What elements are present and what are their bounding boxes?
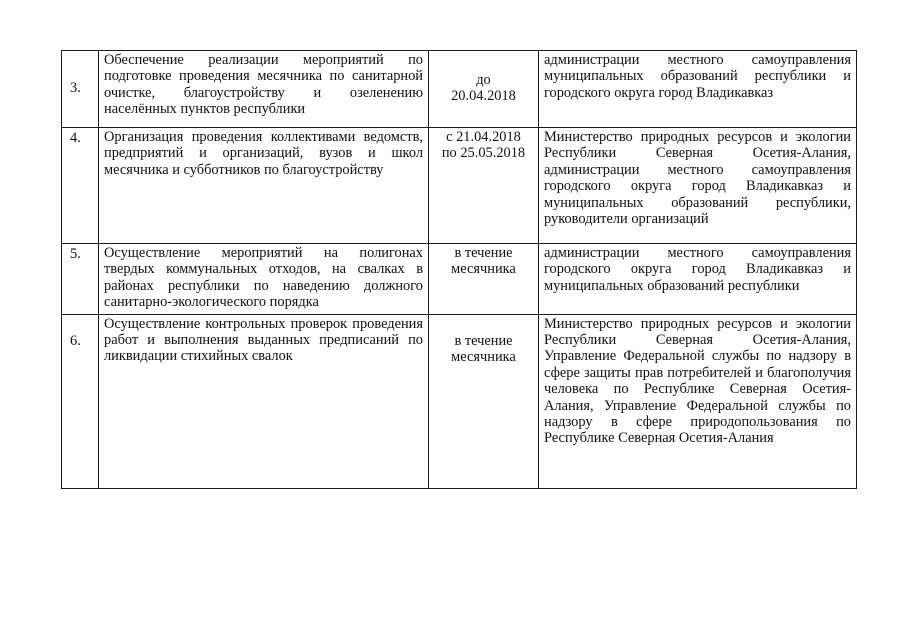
table-row xyxy=(62,51,857,128)
date-line: с 21.04.2018 xyxy=(446,129,521,145)
row-number: 6. xyxy=(62,314,99,488)
event-date xyxy=(429,51,539,128)
event-description: Организация проведения коллективами ведомств, предприятий и организаций, вузов и школ месячника и субботников по благоустройству xyxy=(99,128,429,244)
table-row xyxy=(62,314,857,488)
date-line: в течение xyxy=(454,332,513,349)
event-date xyxy=(429,314,539,488)
date-line: 20.04.2018 xyxy=(451,88,516,104)
date-line: месячника xyxy=(451,349,516,366)
date-line: в течение xyxy=(454,245,513,261)
event-description: Обеспечение реализации мероприятий по подготовке проведения месячника по санитарной очистке, благоустройству и озеленению населённых пунктов республики xyxy=(99,51,429,128)
date-line: по 25.05.2018 xyxy=(441,145,526,162)
event-description: Осуществление мероприятий на полигонах твердых коммунальных отходов, на свалках в районах республики по наведению должного санитарно-экологического порядка xyxy=(99,244,429,315)
date-line: до xyxy=(476,71,491,88)
event-date xyxy=(429,128,539,244)
row-number: 4. xyxy=(62,128,99,244)
responsible-parties: администрации местного самоуправления муниципальных образований республики и городского округа город Владикавказ xyxy=(539,51,857,128)
event-date xyxy=(429,244,539,315)
table-row xyxy=(62,128,857,244)
event-description: Осуществление контрольных проверок проведения работ и выполнения выданных предписаний по ликвидации стихийных свалок xyxy=(99,314,429,488)
responsible-parties: Министерство природных ресурсов и экологии Республики Северная Осетия-Алания, Управление Федеральной службы по надзору в сфере защиты прав потребителей и благополучия человека по Республике Северная Осетия-Алания, Управление Федеральной службы по надзору в сфере природопользования по Республике Северная Осетия-Алания xyxy=(539,314,857,488)
events-table xyxy=(61,50,857,489)
responsible-parties: администрации местного самоуправления городского округа город Владикавказ и муниципальных образований республики xyxy=(539,244,857,315)
date-line: месячника xyxy=(451,261,516,278)
row-number: 5. xyxy=(62,244,99,315)
row-number: 3. xyxy=(62,51,99,128)
table-row xyxy=(62,244,857,315)
responsible-parties: Министерство природных ресурсов и экологии Республики Северная Осетия-Алания, администрации местного самоуправления городского округа город Владикавказ и муниципальных образований республики, руководители организаций xyxy=(539,128,857,244)
